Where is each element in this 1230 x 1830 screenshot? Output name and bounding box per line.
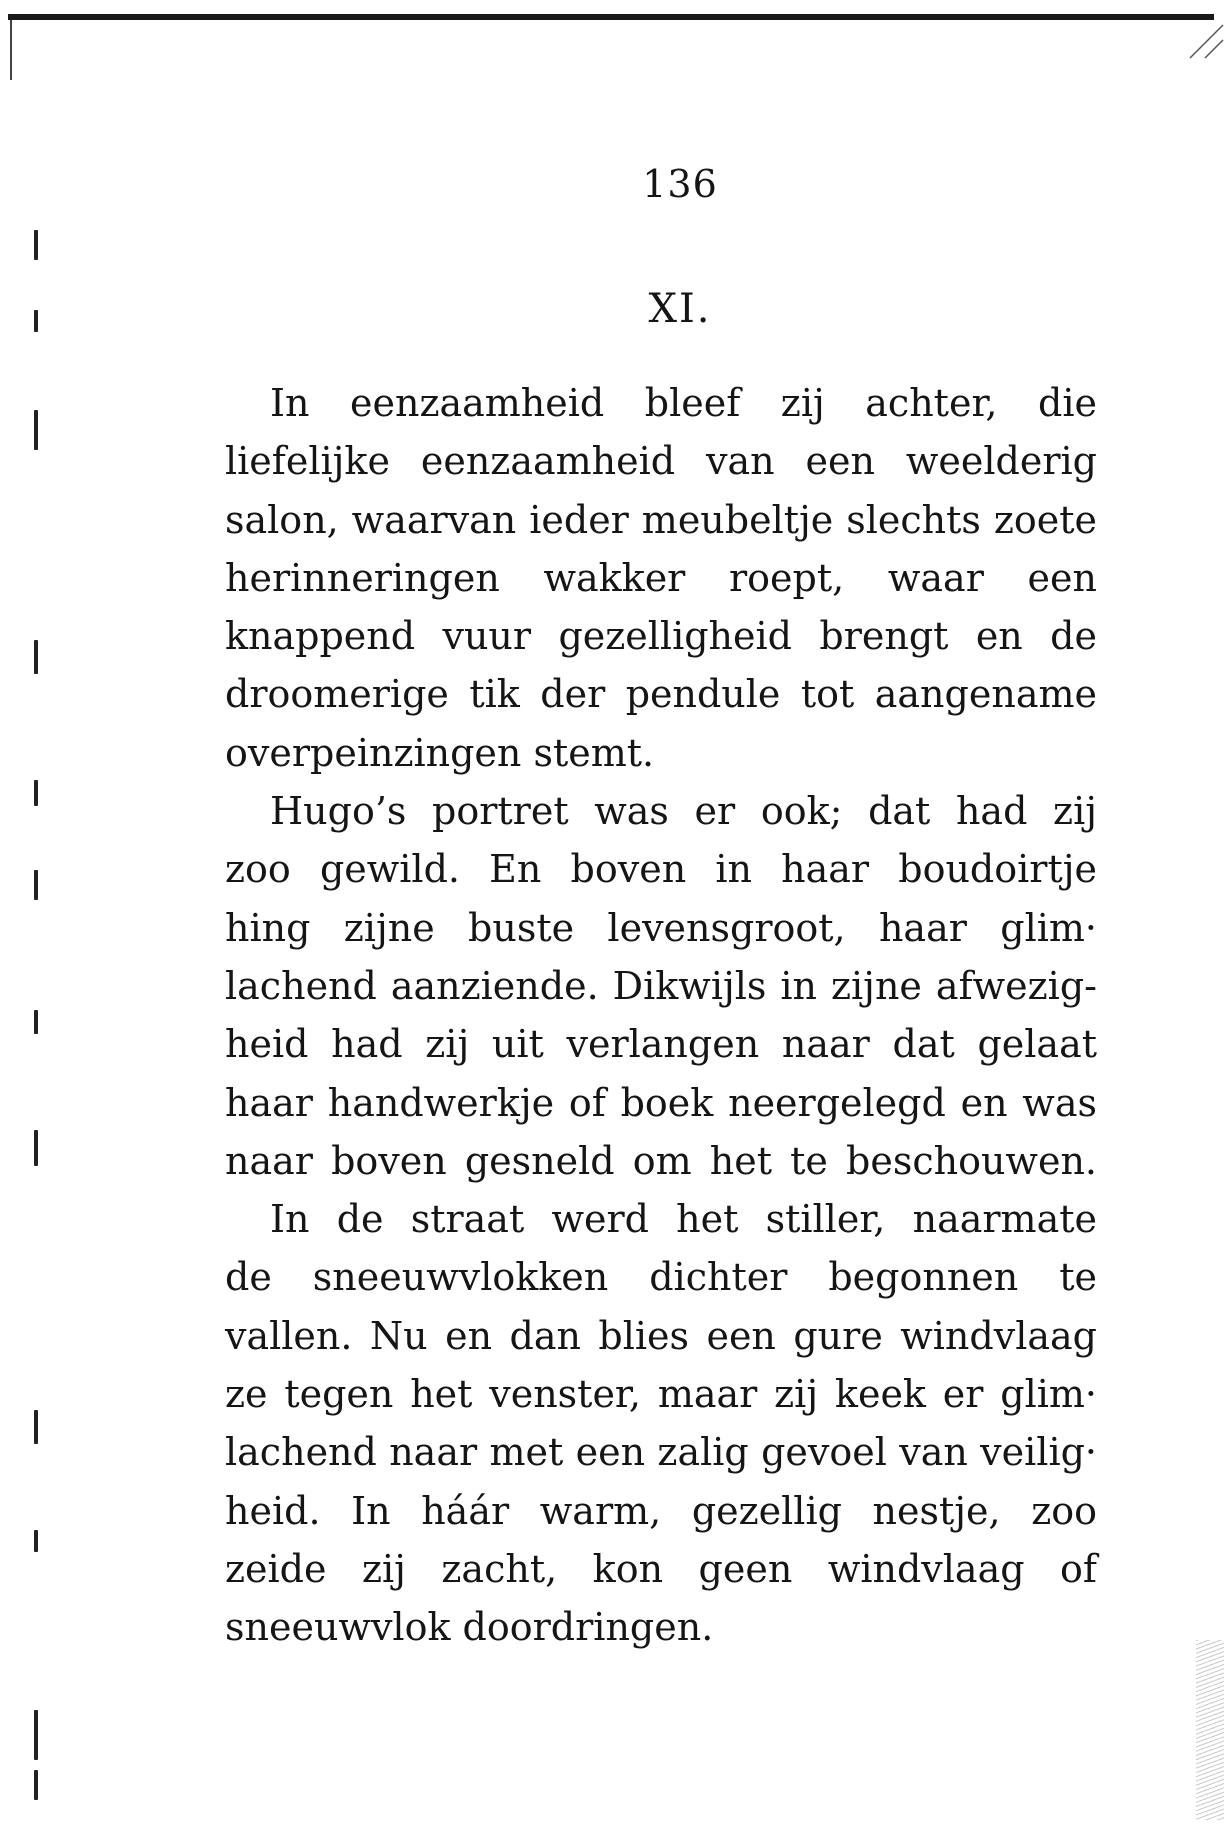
text-line: lachend naar met een zalig gevoel van veilig· [225, 1430, 1097, 1475]
body-text [225, 374, 1097, 1657]
text-line: In eenzaamheid bleef zij achter, die [270, 381, 1097, 425]
page-number: 136 [642, 162, 718, 206]
text-line: de sneeuwvlokken dichter begonnen te [225, 1255, 1097, 1300]
text-line: overpeinzingen stemt. [225, 730, 655, 775]
scan-edge-noise [1196, 1640, 1224, 1820]
text-line: herinneringen wakker roept, waar een [225, 555, 1097, 600]
chapter-heading: XI. [648, 286, 712, 332]
scan-edge-top [8, 14, 1214, 20]
text-line: liefelijke eenzaamheid van een weelderig [225, 439, 1097, 484]
scan-corner-mark [1185, 20, 1225, 60]
text-line: droomerige tik der pendule tot aangename [225, 672, 1097, 717]
text-line: naar boven gesneld om het te beschouwen. [225, 1138, 1097, 1183]
text-line: heid had zij uit verlangen naar dat gelaat [225, 1022, 1097, 1067]
text-line: vallen. Nu en dan blies een gure windvlaag [225, 1313, 1097, 1358]
text-line: knappend vuur gezelligheid brengt en de [225, 614, 1097, 659]
text-line: In de straat werd het stiller, naarmate [270, 1197, 1097, 1242]
text-line: haar handwerkje of boek neergelegd en was [225, 1080, 1097, 1125]
text-line: sneeuwvlok doordringen. [225, 1605, 714, 1650]
text-line: ze tegen het venster, maar zij keek er glim· [225, 1372, 1097, 1417]
text-line: heid. In háár warm, gezellig nestje, zoo [225, 1488, 1097, 1533]
scan-edge-left [10, 20, 12, 80]
text-line: zoo gewild. En boven in haar boudoirtje [225, 847, 1097, 892]
text-line: Hugo’s portret was er ook; dat had zij [270, 789, 1097, 834]
binding-thread-marks [28, 230, 48, 1800]
text-line: zeide zij zacht, kon geen windvlaag of [225, 1546, 1097, 1591]
text-line: lachend aanziende. Dikwijls in zijne afwezig- [225, 963, 1097, 1008]
text-line: salon, waarvan ieder meubeltje slechts zoete [225, 497, 1097, 542]
text-line: hing zijne buste levensgroot, haar glim· [225, 905, 1097, 950]
